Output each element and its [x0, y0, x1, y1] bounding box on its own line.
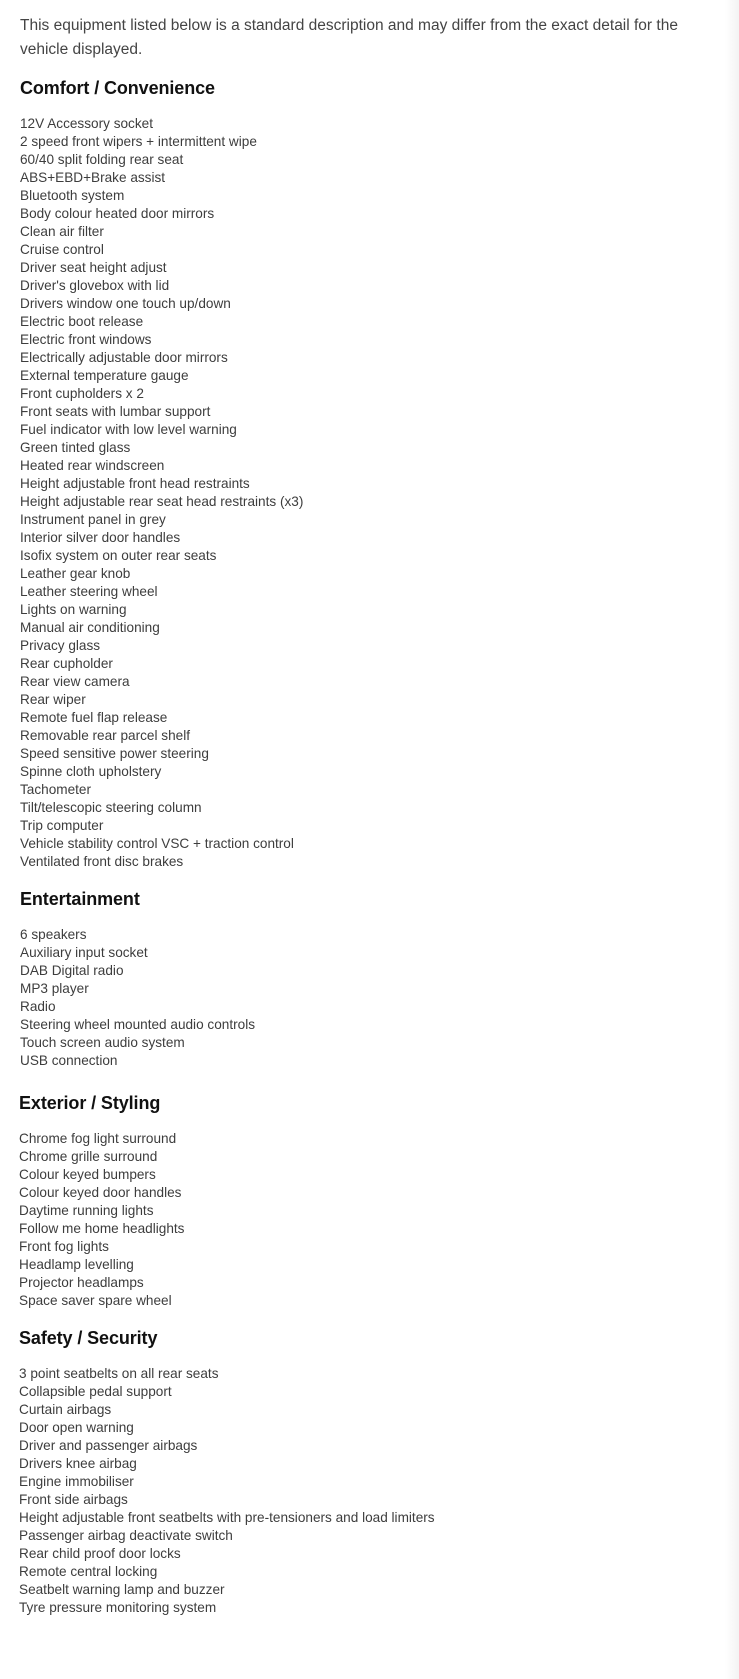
equipment-item: Rear child proof door locks [19, 1546, 181, 1561]
equipment-item: Green tinted glass [20, 440, 131, 455]
equipment-item: 3 point seatbelts on all rear seats [19, 1366, 219, 1381]
equipment-item: Removable rear parcel shelf [20, 728, 191, 743]
section-title: Entertainment [20, 889, 140, 909]
equipment-item: Front seats with lumbar support [20, 404, 211, 419]
equipment-item: Trip computer [20, 818, 104, 833]
equipment-item: Heated rear windscreen [20, 458, 165, 473]
equipment-item: Front side airbags [19, 1492, 128, 1507]
equipment-item: Colour keyed bumpers [19, 1167, 156, 1182]
equipment-item: Speed sensitive power steering [20, 746, 209, 761]
section-entertainment [20, 887, 680, 1070]
equipment-item: Remote central locking [19, 1564, 158, 1579]
equipment-item: Front cupholders x 2 [20, 386, 144, 401]
equipment-items [20, 926, 680, 1070]
section-exterior-styling [19, 1091, 680, 1310]
equipment-item: Auxiliary input socket [20, 945, 148, 960]
equipment-item: Vehicle stability control VSC + traction control [20, 836, 294, 851]
equipment-item: Colour keyed door handles [19, 1185, 182, 1200]
equipment-item: Chrome grille surround [19, 1149, 158, 1164]
equipment-item: Height adjustable front seatbelts with pre-tensioners and load limiters [19, 1510, 435, 1525]
equipment-item: Drivers knee airbag [19, 1456, 137, 1471]
section-title: Safety / Security [19, 1328, 158, 1348]
equipment-items [19, 1130, 680, 1310]
equipment-item: Rear view camera [20, 674, 130, 689]
equipment-item: Interior silver door handles [20, 530, 181, 545]
equipment-item: Radio [20, 999, 56, 1014]
equipment-item: DAB Digital radio [20, 963, 124, 978]
equipment-item: Ventilated front disc brakes [20, 854, 184, 869]
equipment-item: Manual air conditioning [20, 620, 160, 635]
section-title: Exterior / Styling [19, 1093, 161, 1113]
equipment-disclaimer: This equipment listed below is a standard description and may differ from the exact detail for the vehicle displayed. [20, 17, 678, 58]
equipment-item: External temperature gauge [20, 368, 189, 383]
equipment-item: Lights on warning [20, 602, 127, 617]
equipment-item: Space saver spare wheel [19, 1293, 172, 1308]
equipment-item: Bluetooth system [20, 188, 125, 203]
equipment-item: Chrome fog light surround [19, 1131, 177, 1146]
equipment-item: Touch screen audio system [20, 1035, 185, 1050]
equipment-item: Follow me home headlights [19, 1221, 185, 1236]
equipment-item: Tyre pressure monitoring system [19, 1600, 217, 1615]
equipment-item: Door open warning [19, 1420, 134, 1435]
equipment-item: Steering wheel mounted audio controls [20, 1017, 256, 1032]
equipment-item: Clean air filter [20, 224, 104, 239]
equipment-item: Passenger airbag deactivate switch [19, 1528, 233, 1543]
equipment-item: Privacy glass [20, 638, 101, 653]
equipment-item: Drivers window one touch up/down [20, 296, 231, 311]
equipment-item: Instrument panel in grey [20, 512, 166, 527]
equipment-item: Projector headlamps [19, 1275, 144, 1290]
equipment-item: Electrically adjustable door mirrors [20, 350, 228, 365]
equipment-item: Fuel indicator with low level warning [20, 422, 237, 437]
equipment-item: MP3 player [20, 981, 89, 996]
equipment-item: Rear cupholder [20, 656, 113, 671]
equipment-item: Engine immobiliser [19, 1474, 134, 1489]
equipment-item: 6 speakers [20, 927, 87, 942]
equipment-item: Height adjustable front head restraints [20, 476, 250, 491]
section-comfort-convenience [20, 76, 680, 871]
equipment-item: Driver seat height adjust [20, 260, 167, 275]
equipment-item: Driver and passenger airbags [19, 1438, 198, 1453]
section-title: Comfort / Convenience [20, 78, 215, 98]
equipment-item: Leather steering wheel [20, 584, 158, 599]
equipment-item: 60/40 split folding rear seat [20, 152, 184, 167]
equipment-items [20, 115, 680, 871]
equipment-item: Spinne cloth upholstery [20, 764, 162, 779]
equipment-item: ABS+EBD+Brake assist [20, 170, 166, 185]
equipment-item: Electric boot release [20, 314, 144, 329]
equipment-items [19, 1365, 680, 1617]
equipment-item: 12V Accessory socket [20, 116, 153, 131]
equipment-item: Electric front windows [20, 332, 152, 347]
equipment-item: Tilt/telescopic steering column [20, 800, 202, 815]
equipment-item: Tachometer [20, 782, 92, 797]
equipment-item: USB connection [20, 1053, 118, 1068]
section-safety-security [19, 1326, 680, 1617]
equipment-item: Cruise control [20, 242, 104, 257]
equipment-item: Front fog lights [19, 1239, 109, 1254]
equipment-item: 2 speed front wipers + intermittent wipe [20, 134, 257, 149]
equipment-item: Curtain airbags [19, 1402, 112, 1417]
equipment-item: Headlamp levelling [19, 1257, 134, 1272]
equipment-item: Remote fuel flap release [20, 710, 168, 725]
equipment-item: Collapsible pedal support [19, 1384, 172, 1399]
equipment-item: Seatbelt warning lamp and buzzer [19, 1582, 225, 1597]
equipment-item: Isofix system on outer rear seats [20, 548, 217, 563]
equipment-item: Daytime running lights [19, 1203, 154, 1218]
page-edge-shadow [725, 0, 739, 1679]
equipment-item: Height adjustable rear seat head restraints (x3) [20, 494, 304, 509]
equipment-item: Body colour heated door mirrors [20, 206, 215, 221]
equipment-list-content [20, 14, 680, 1617]
equipment-item: Leather gear knob [20, 566, 131, 581]
equipment-item: Driver's glovebox with lid [20, 278, 170, 293]
equipment-item: Rear wiper [20, 692, 86, 707]
